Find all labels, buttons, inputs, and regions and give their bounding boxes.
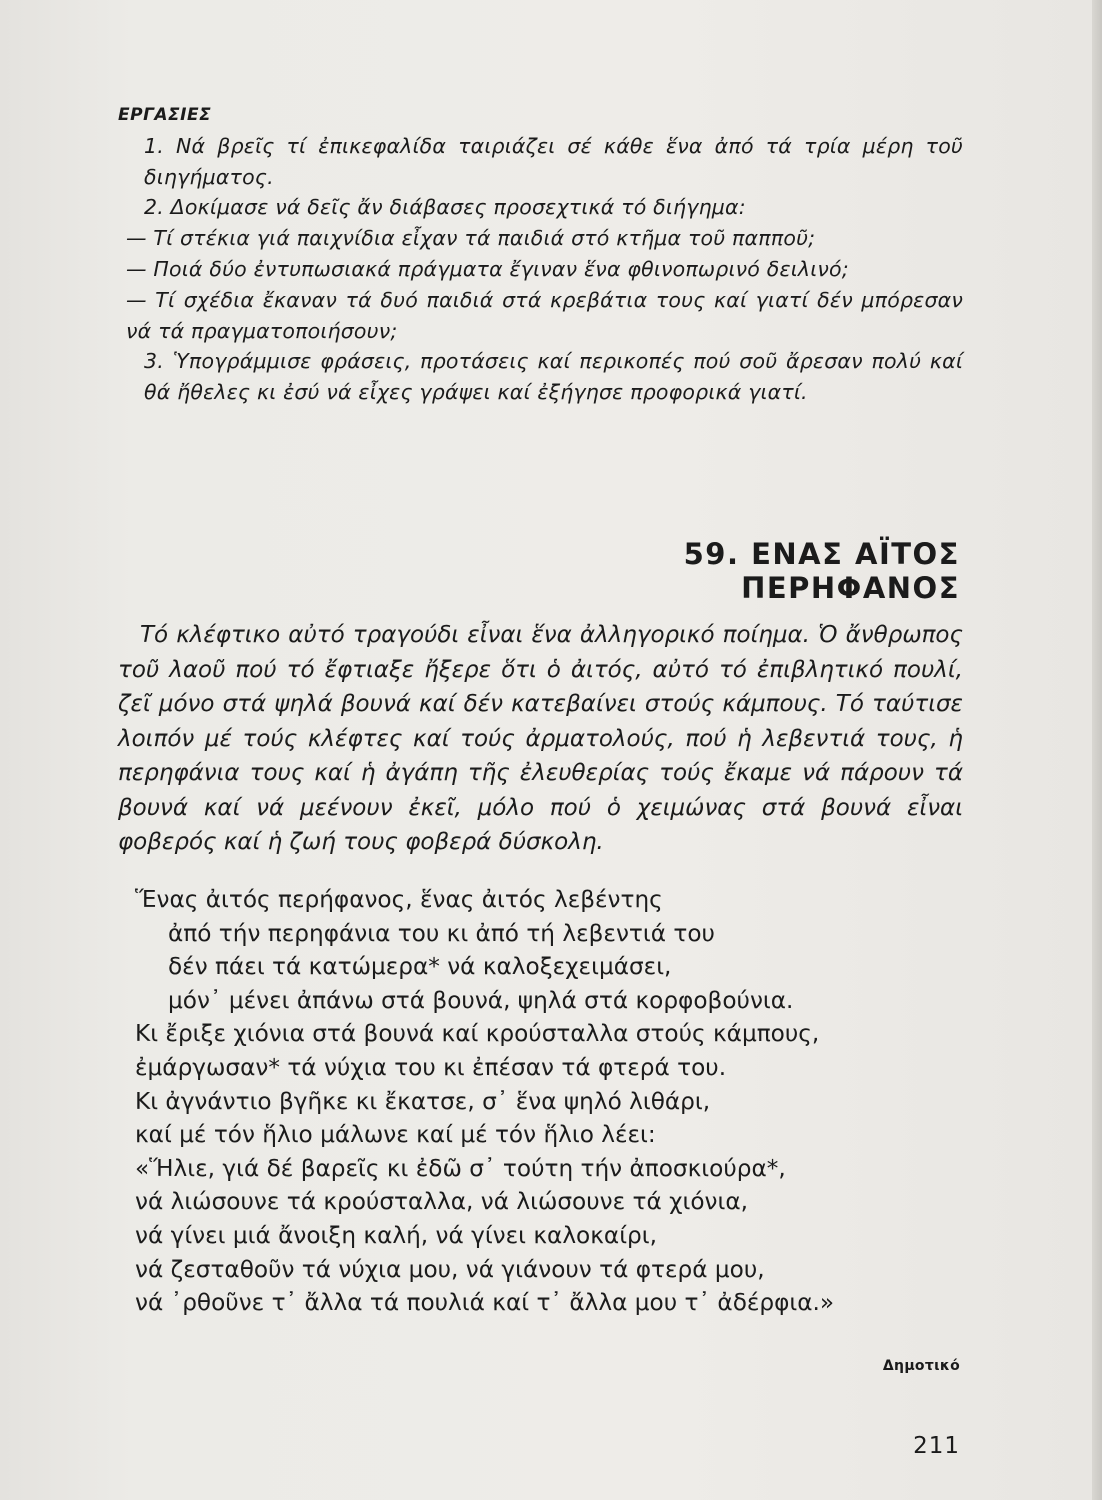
poem-line: δέν πάει τά κατώμερα* νά καλοξεχειμάσει, (168, 953, 672, 981)
exercise-question-1: — Τί στέκια γιά παιχνίδια εἶχαν τά παιδιά στό κτῆμα τοῦ παπποῦ; (126, 226, 816, 251)
poem-line: καί μέ τόν ἥλιο μάλωνε καί μέ τόν ἥλιο λέει: (135, 1121, 656, 1149)
exercise-item-1: 1. Νά βρεῖς τί ἐπικεφαλίδα ταιριάζει σέ κάθε ἕνα ἀπό τά τρία μέρη τοῦ διηγήματος. (144, 133, 963, 189)
exercises-title: ΕΡΓΑΣΙΕΣ (118, 105, 212, 125)
exercise-question-2: — Ποιά δύο ἐντυπωσιακά πράγματα ἔγιναν ἕνα φθινοπωρινό δειλινό; (126, 256, 849, 281)
poem-line: Ἕνας ἀιτός περήφανος, ἕνας ἀιτός λεβέντης (135, 886, 663, 913)
poem-line: μόν᾿ μένει ἀπάνω στά βουνά, ψηλά στά κορφοβούνια. (168, 986, 794, 1014)
poem-source: Δημοτικό (882, 1358, 960, 1374)
poem (135, 883, 985, 1320)
poem-line: Κι ἔριξε χιόνια στά βουνά καί κρούσταλλα στούς κάμπους, (135, 1020, 820, 1048)
exercises-section (118, 100, 963, 408)
poem-line: «Ἥλιε, γιά δέ βαρεῖς κι ἐδῶ σ᾿ τούτη τήν ἀποσκιούρα*, (135, 1154, 786, 1182)
poem-line: νά γίνει μιά ἄνοιξη καλή, νά γίνει καλοκαίρι, (135, 1221, 657, 1249)
exercise-item-2: 2. Δοκίμασε νά δεῖς ἄν διάβασες προσεχτικά τό διήγημα: (144, 195, 746, 220)
page-number: 211 (913, 1433, 960, 1459)
poem-line: ἀπό τήν περηφάνια του κι ἀπό τή λεβεντιά του (168, 919, 715, 947)
intro-paragraph: Τό κλέφτικο αὐτό τραγούδι εἶναι ἕνα ἀλληγορικό ποίημα. Ὁ ἄνθρωπος τοῦ λαοῦ πού τό ἔφτιαξε ἤξερε ὅτι ὁ ἀιτός, αὐτό τό ἐπιβλητικό πουλί, ζεῖ μόνο στά ψηλά βουνά καί δέν κατεβαίνει στούς κάμπους. Τό ταύτισε λοιπόν μέ τούς κλέφτες καί τούς ἀρματολούς, πού ἡ λεβεντιά τους, ἡ περηφάνια τους καί ἡ ἀγάπη τῆς ἐλευθερίας τούς ἔκαμε νά πάρουν τά βουνά καί νά μεένουν ἐκεῖ, μόλο πού ὁ χειμώνας στά βουνά εἶναι φοβερός καί ἡ ζωή τους φοβερά δύσκολη. (118, 622, 963, 855)
exercise-question-3: — Τί σχέδια ἔκαναν τά δυό παιδιά στά κρεβάτια τους καί γιατί δέν μπόρεσαν νά τά πραγματοποιήσουν; (126, 287, 963, 343)
page-edge-shadow (1092, 0, 1102, 1500)
poem-line: νά λιώσουνε τά κρούσταλλα, νά λιώσουνε τά χιόνια, (135, 1188, 749, 1216)
poem-line: Κι ἀγνάντιο βγῆκε κι ἔκατσε, σ᾿ ἕνα ψηλό λιθάρι, (135, 1087, 711, 1115)
poem-line: νά ᾿ρθοῦνε τ᾿ ἄλλα τά πουλιά καί τ᾿ ἄλλα μου τ᾿ ἀδέρφια.» (135, 1289, 835, 1317)
poem-line: νά ζεσταθοῦν τά νύχια μου, νά γιάνουν τά φτερά μου, (135, 1255, 765, 1283)
poem-line: ἐμάργωσαν* τά νύχια του κι ἐπέσαν τά φτερά του. (135, 1053, 727, 1081)
exercise-item-3: 3. Ὑπογράμμισε φράσεις, προτάσεις καί περικοπές πού σοῦ ἄρεσαν πολύ καί θά ἤθελες κι ἐσύ νά εἶχες γράψει καί ἐξήγησε προφορικά γιατί. (144, 349, 963, 405)
section-heading: 59. ΕΝΑΣ ΑΪΤΟΣ ΠΕΡΗΦΑΝΟΣ (683, 537, 960, 605)
